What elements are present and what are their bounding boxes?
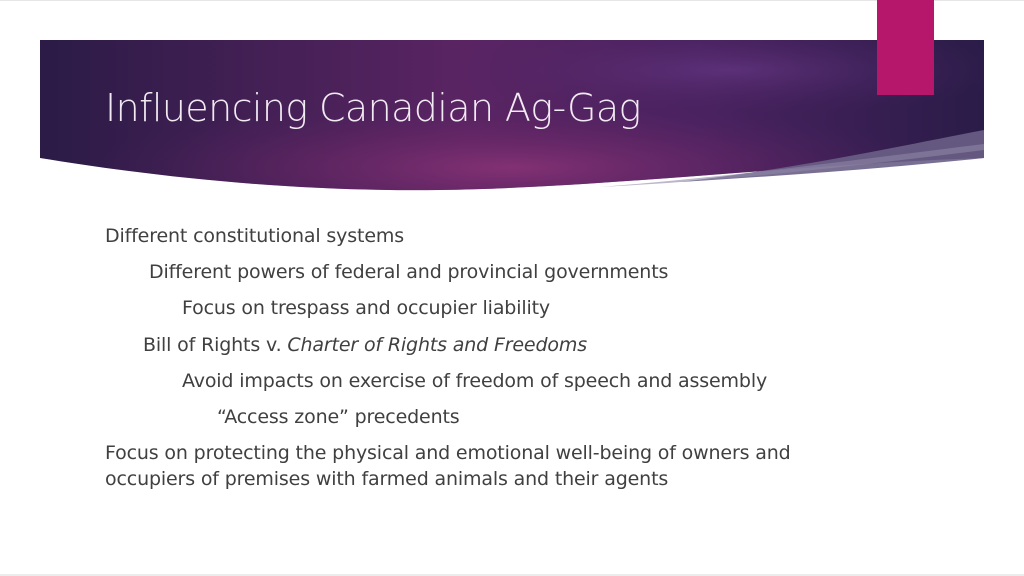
bullet-item: Different constitutional systems [105, 225, 404, 247]
bullet-item-line2: occupiers of premises with farmed animals and their agents [105, 468, 669, 490]
bullet-item: Avoid impacts on exercise of freedom of speech and assembly [182, 370, 768, 392]
charter-title: Charter of Rights and Freedoms [287, 334, 587, 356]
bullet-item [143, 332, 587, 358]
slide-title: Influencing Canadian Ag-Gag [105, 86, 641, 130]
bullet-item: Focus on trespass and occupier liability [182, 297, 550, 319]
bullet-item: Different powers of federal and provincial governments [149, 261, 669, 283]
bullet-item: “Access zone” precedents [217, 406, 460, 428]
bullet-item-line1: Focus on protecting the physical and emotional well-being of owners and [105, 442, 791, 464]
bullet-text: Bill of Rights v. [143, 334, 288, 356]
